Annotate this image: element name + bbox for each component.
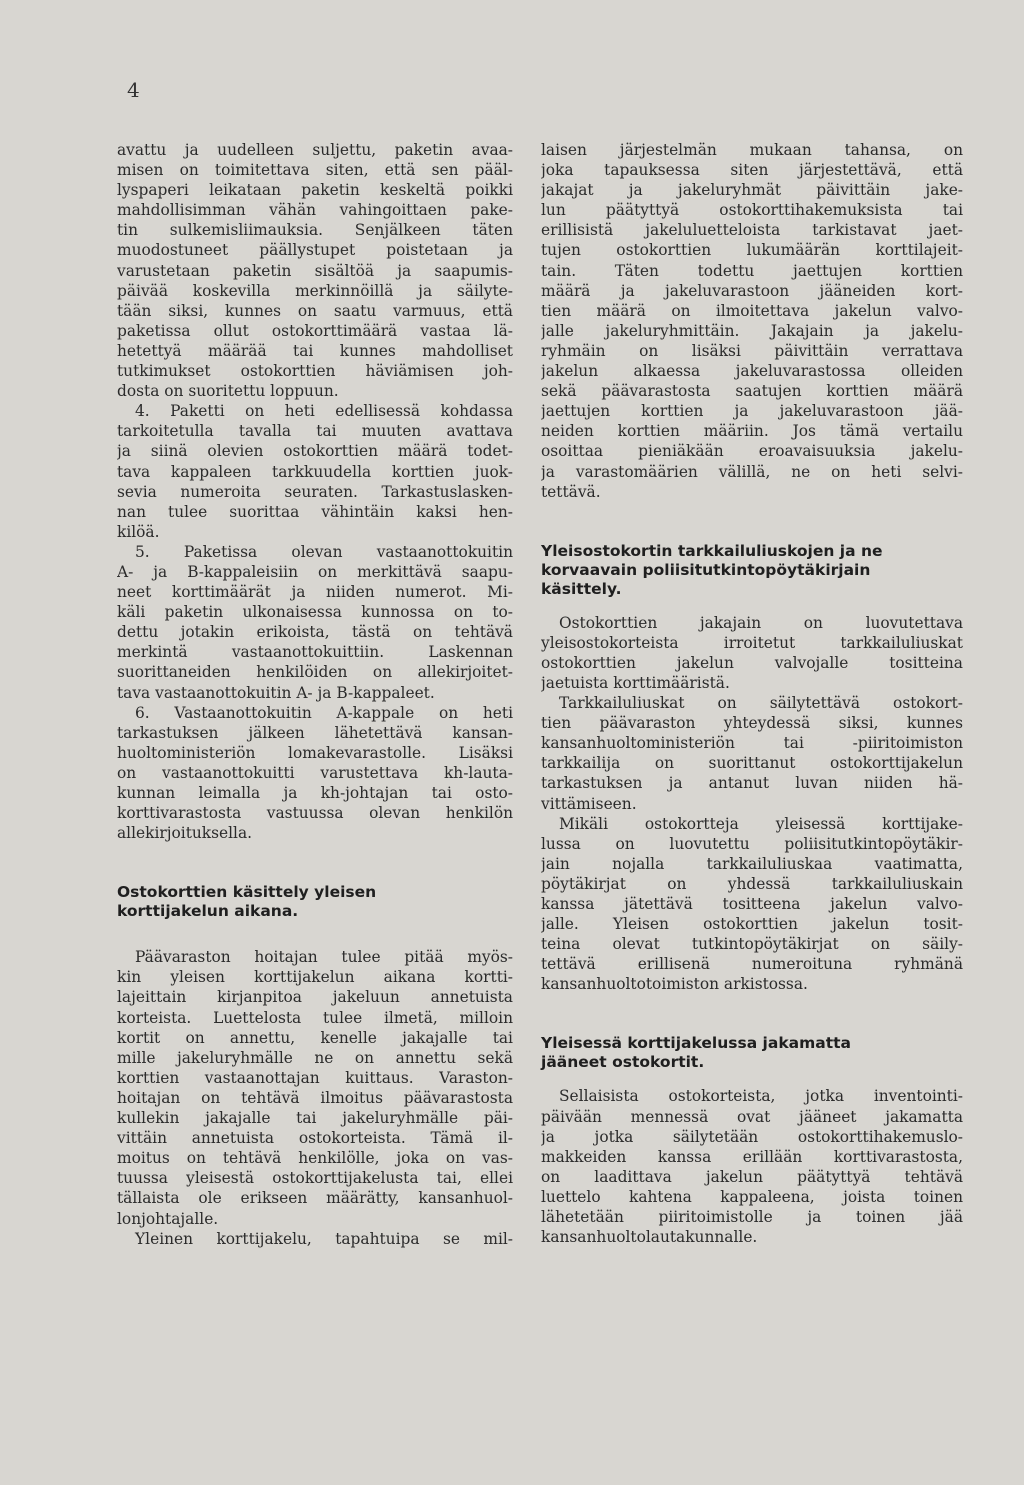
text-line: Ostokorttien jakajain on luovutettava	[559, 613, 963, 632]
text-line: lähetetään piiritoimistolle ja toinen jää	[541, 1208, 963, 1227]
text-line: suorittaneiden henkilöiden on allekirjoitet-	[117, 663, 513, 682]
text-line: ja varastomäärien välillä, ne on heti selvi-	[541, 462, 963, 481]
text-line: paketissa ollut ostokorttimäärä vastaa lä-	[117, 321, 513, 340]
text-line: avattu ja uudelleen suljettu, paketin avaa-	[117, 141, 513, 159]
paragraph	[541, 613, 963, 693]
text-line: käli paketin ulkonaisessa kunnossa on to-	[117, 603, 513, 622]
text-line: lajeittain kirjanpitoa jakeluun annetuista	[117, 988, 513, 1007]
text-line: kullekin jakajalle tai jakeluryhmälle päi-	[117, 1109, 513, 1128]
heading-line: jääneet ostokortit.	[541, 1053, 705, 1072]
text-line: dosta on suoritettu loppuun.	[117, 382, 339, 401]
text-line: kansanhuoltolautakunnalle.	[541, 1228, 758, 1247]
text-line: dettu jotakin erikoista, tästä on tehtävä	[117, 623, 513, 642]
text-line: jain nojalla tarkkailuliuskaa vaatimatta,	[541, 854, 963, 873]
text-line: teina olevat tutkintopöytäkirjat on säily-	[541, 935, 963, 954]
text-line: joka tapauksessa siten järjestettävä, että	[541, 161, 963, 180]
text-line: tutkimukset ostokorttien häviämisen joh-	[117, 362, 513, 381]
text-line: neet korttimäärät ja niiden numerot. Mi-	[117, 583, 513, 602]
heading-line: Ostokorttien käsittely yleisen	[117, 883, 377, 902]
text-line: sevia numeroita seuraten. Tarkastuslasken-	[117, 482, 513, 501]
text-line: on vastaanottokuitti varustettava kh-lauta-	[117, 763, 513, 782]
heading-line: käsittely.	[541, 579, 622, 598]
text-line: moitus on tehtävä henkilölle, joka on vas-	[117, 1149, 513, 1168]
text-line: jaettujen korttien ja jakeluvarastoon jää-	[541, 402, 963, 421]
text-line: muodostuneet päällystupet poistetaan ja	[117, 241, 513, 260]
text-line: kortit on annettu, kenelle jakajalle tai	[117, 1028, 513, 1047]
text-line: vittämiseen.	[541, 794, 637, 813]
text-line: makkeiden kanssa erillään korttivarastosta,	[541, 1147, 963, 1166]
text-line: kunnan leimalla ja kh-johtajan tai osto-	[117, 784, 513, 802]
text-line: päivään mennessä ovat jääneet jakamatta	[541, 1107, 963, 1126]
text-line: määrä ja jakeluvarastoon jääneiden kort-	[541, 281, 963, 300]
text-line: erillisistä jakeluluetteloista tarkistavat jaet-	[541, 221, 963, 240]
text-line: mahdollisimman vähän vahingoittaen pake-	[117, 201, 513, 220]
text-line: osoittaa pieniäkään eroavaisuuksia jakelu-	[541, 442, 963, 461]
text-line: jalle. Yleisen ostokorttien jakelun tosit-	[541, 915, 963, 934]
text-line: jaetuista korttimääristä.	[541, 673, 730, 692]
text-line: tien määrä on ilmoitettava jakelun valvo-	[541, 301, 963, 320]
text-line: Mikäli ostokortteja yleisessä korttijake-	[559, 814, 963, 833]
text-line: korttivarastosta vastuussa olevan henkilön	[117, 804, 513, 823]
section-heading	[117, 883, 513, 921]
paragraph	[541, 814, 963, 995]
text-line: Yleinen korttijakelu, tapahtuipa se mil-	[135, 1229, 513, 1248]
paragraph	[117, 401, 513, 542]
text-line: kilöä.	[117, 522, 160, 541]
text-line: tien päävaraston yhteydessä siksi, kunnes	[541, 714, 963, 733]
paragraph	[117, 140, 513, 401]
text-line: tettävä erillisenä numeroituna ryhmänä	[541, 955, 963, 974]
section-heading	[541, 1034, 963, 1072]
text-line: tarkastuksen ja antanut luvan niiden hä-	[541, 774, 963, 793]
paragraph	[541, 140, 963, 502]
text-line: 5. Paketissa olevan vastaanottokuitin	[135, 542, 513, 561]
text-line: tällaista ole erikseen määrätty, kansanhuol-	[117, 1189, 513, 1208]
text-line: tujen ostokorttien lukumäärän korttilajeit-	[541, 241, 963, 260]
paragraph	[117, 703, 513, 844]
text-line: pöytäkirjat on yhdessä tarkkailuliuskain	[541, 874, 963, 893]
text-line: kin yleisen korttijakelun aikana kortti-	[117, 968, 513, 987]
text-line: ja siinä olevien ostokorttien määrä todet-	[117, 442, 513, 461]
heading-line: Yleisostokortin tarkkailuliuskojen ja ne	[541, 541, 883, 560]
page-number: 4	[127, 78, 140, 102]
text-line: tarkastuksen jälkeen lähetettävä kansan-	[117, 723, 513, 742]
text-line: tarkkailija on suorittanut ostokorttijakelun	[541, 754, 963, 773]
text-line: tava vastaanottokuitin A- ja B-kappaleet.	[117, 683, 435, 702]
right-column	[541, 140, 963, 1247]
text-line: tään siksi, kunnes on saatu varmuus, että	[117, 301, 513, 320]
heading-line: Yleisessä korttijakelussa jakamatta	[541, 1034, 851, 1053]
text-line: jakelun alkaessa jakeluvarastossa olleiden	[541, 362, 963, 381]
text-line: hoitajan on tehtävä ilmoitus päävarastosta	[117, 1088, 513, 1107]
text-line: Sellaisista ostokorteista, jotka inventointi-	[559, 1087, 963, 1106]
text-line: päivää koskevilla merkinnöillä ja säilyte-	[117, 281, 513, 300]
text-line: vittäin annetuista ostokorteista. Tämä il-	[117, 1129, 513, 1148]
text-line: jalle jakeluryhmittäin. Jakajain ja jakelu-	[541, 321, 963, 340]
text-line: allekirjoituksella.	[117, 824, 253, 843]
heading-line: korvaavain poliisitutkintopöytäkirjain	[541, 560, 871, 579]
paragraph	[117, 542, 513, 703]
left-column	[117, 140, 513, 1249]
paragraph	[117, 1229, 513, 1249]
text-line: tava kappaleen tarkkuudella korttien juok-	[117, 462, 513, 481]
paragraph	[541, 1086, 963, 1247]
text-line: kansanhuoltoministeriön tai -piiritoimiston	[541, 734, 963, 753]
text-line: korteista. Luettelosta tulee ilmetä, milloin	[117, 1008, 513, 1027]
text-line: lun päätyttyä ostokorttihakemuksista tai	[541, 201, 963, 220]
text-line: neiden korttien määriin. Jos tämä vertailu	[541, 422, 963, 441]
text-line: sekä päävarastosta saatujen korttien määrä	[541, 382, 963, 401]
text-line: tuussa yleisestä ostokorttijakelusta tai, ellei	[117, 1169, 513, 1188]
text-line: korttien vastaanottajan kuittaus. Varaston-	[117, 1068, 513, 1087]
text-line: kanssa jätettävä tositteena jakelun valvo-	[541, 895, 963, 913]
text-line: merkintä vastaanottokuittiin. Laskennan	[117, 643, 513, 662]
section-heading	[541, 542, 963, 599]
text-line: on laadittava jakelun päätyttyä tehtävä	[541, 1167, 963, 1186]
text-line: jakajat ja jakeluryhmät päivittäin jake-	[541, 181, 963, 200]
text-line: lyspaperi leikataan paketin keskeltä poikki	[117, 181, 513, 200]
text-line: huoltoministeriön lomakevarastolle. Lisäksi	[117, 743, 513, 762]
text-line: lonjohtajalle.	[117, 1209, 219, 1228]
text-line: 4. Paketti on heti edellisessä kohdassa	[135, 402, 513, 421]
text-line: ostokorttien jakelun valvojalle tositteina	[541, 653, 963, 672]
text-line: mille jakeluryhmälle ne on annettu sekä	[117, 1048, 513, 1067]
text-line: ryhmäin on lisäksi päivittäin verrattava	[541, 341, 963, 360]
text-line: tin sulkemisliimauksia. Senjälkeen täten	[117, 221, 513, 240]
text-line: hetettyä määrää tai kunnes mahdolliset	[117, 341, 513, 360]
text-line: A- ja B-kappaleisiin on merkittävä saapu-	[117, 562, 513, 581]
text-line: lussa on luovutettu poliisitutkintopöytäkir-	[541, 834, 963, 853]
text-line: 6. Vastaanottokuitin A-kappale on heti	[135, 703, 513, 722]
text-line: kansanhuoltotoimiston arkistossa.	[541, 975, 808, 994]
text-line: Tarkkailuliuskat on säilytettävä ostokort-	[559, 694, 963, 713]
text-line: Päävaraston hoitajan tulee pitää myös-	[135, 948, 513, 967]
text-line: tettävä.	[541, 482, 601, 501]
text-line: tain. Täten todettu jaettujen korttien	[541, 261, 963, 280]
text-line: ja jotka säilytetään ostokorttihakemuslo-	[541, 1127, 963, 1146]
paragraph	[541, 693, 963, 814]
text-line: misen on toimitettava siten, että sen pääl-	[117, 161, 513, 180]
text-line: varustetaan paketin sisältöä ja saapumis-	[117, 261, 513, 280]
text-line: luettelo kahtena kappaleena, joista toinen	[541, 1187, 963, 1206]
text-line: yleisostokorteista irroitetut tarkkailuliuskat	[541, 633, 963, 652]
heading-line: korttijakelun aikana.	[117, 902, 299, 921]
text-line: tarkoitetulla tavalla tai muuten avattava	[117, 422, 513, 441]
paragraph	[117, 947, 513, 1228]
text-line: laisen järjestelmän mukaan tahansa, on	[541, 141, 963, 159]
text-line: nan tulee suorittaa vähintäin kaksi hen-	[117, 502, 513, 521]
